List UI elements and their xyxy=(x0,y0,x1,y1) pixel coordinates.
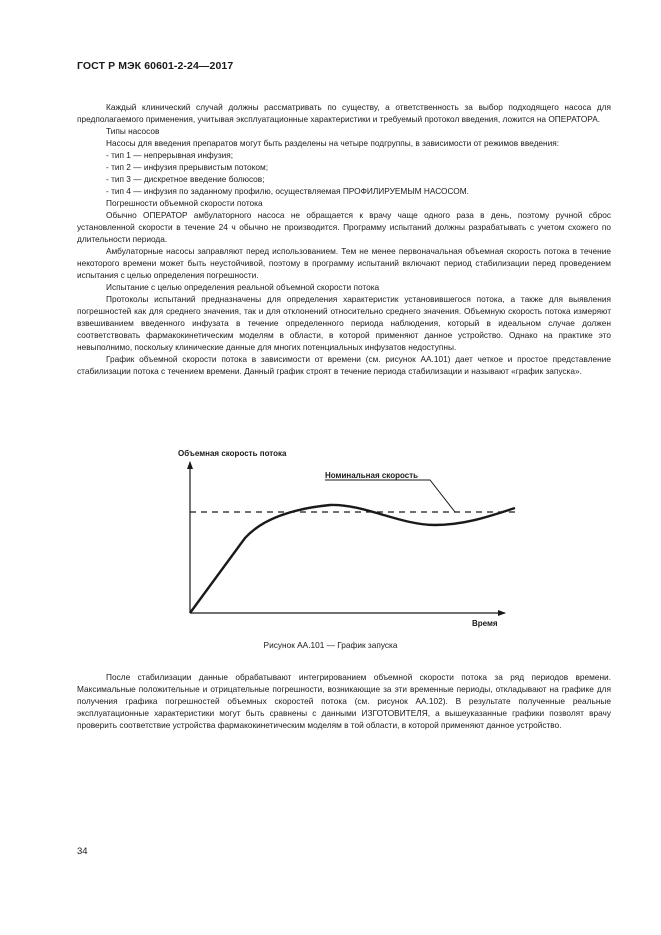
subheading: Испытание с целью определения реальной объемной скорости потока xyxy=(106,282,380,292)
subheading: Погрешности объемной скорости потока xyxy=(106,198,263,208)
paragraph: Протоколы испытаний предназначены для определения характеристик установившегося потока, а также для выявления погрешностей как для среднего значения, так и для отклонений относительно среднего значения. Объемную скорость потока измеряют взвешиванием введенного инфузата в течение определенного периода наблюдения, который в идеальном случае должен соответствовать фармакокинетическим моделям в области, в которой применяют данное устройство. Однако на практике это невыполнимо, поскольку клинические данные для многих потенциальных инфузатов недоступны. xyxy=(77,294,611,352)
page-number: 34 xyxy=(77,846,88,857)
nominal-label-leader xyxy=(325,480,455,512)
list-item: - тип 1 — непрерывная инфузия; xyxy=(106,150,234,160)
x-axis-label: Время xyxy=(472,619,498,628)
subheading: Типы насосов xyxy=(106,126,160,136)
y-axis-label: Объемная скорость потока xyxy=(178,449,287,458)
document-header: ГОСТ Р МЭК 60601-2-24—2017 xyxy=(77,60,234,72)
nominal-rate-label: Номинальная скорость xyxy=(325,471,419,480)
list-item: - тип 2 — инфузия прерывистым потоком; xyxy=(106,162,269,172)
paragraph: Насосы для введения препаратов могут быть разделены на четыре подгруппы, в зависимости от режимов введения: xyxy=(106,138,560,148)
text-section-1 xyxy=(77,101,611,377)
startup-graph xyxy=(170,448,530,638)
paragraph: Амбулаторные насосы заправляют перед использованием. Тем не менее первоначальная объемная скорость потока в течение некоторого времени может быть неустойчивой, поэтому в программу испытаний включают период стабилизации перед проведением испытания с целью определения погрешности. xyxy=(77,246,611,280)
list-item: - тип 3 — дискретное введение болюсов; xyxy=(106,174,265,184)
text-section-2 xyxy=(77,671,611,731)
paragraph: График объемной скорости потока в зависимости от времени (см. рисунок АА.101) дает четкое и простое представление стабилизации потока с течением времени. Данный график строят в течение периода стабилизации и называют «график запуска». xyxy=(77,354,611,376)
paragraph: Каждый клинический случай должны рассматривать по существу, а ответственность за выбор подходящего насоса для предполагаемого применения, учитывая эксплуатационные характеристики и требуемый протокол введения, ложится на ОПЕРАТОРА. xyxy=(77,102,611,124)
paragraph: Обычно ОПЕРАТОР амбулаторного насоса не обращается к врачу чаще одного раза в день, поэтому ручной сброс установленной скорости в течение 24 ч обычно не производится. Программу испытаний должны разрабатывать с учетом схожего по длительности периода. xyxy=(77,210,611,244)
flow-rate-curve xyxy=(190,505,515,613)
figure-caption: Рисунок АА.101 — График запуска xyxy=(263,640,398,650)
paragraph: После стабилизации данные обрабатывают интегрированием объемной скорости потока за ряд периодов времени. Максимальные положительные и отрицательные погрешности, возникающие за эти временные периоды, откладывают на графике для получения графика погрешностей объемных скоростей потока (см. рисунок АА.102). В результате полученные реальные эксплуатационные характеристики могут быть сравнены с данными ИЗГОТОВИТЕЛЯ, а вышеуказанные графики позволят врачу проверить соответствие устройства фармакокинетическим моделям в той области, в которой применяют данное устройство. xyxy=(77,672,611,730)
list-item: - тип 4 — инфузия по заданному профилю, осуществляемая ПРОФИЛИРУЕМЫМ НАСОСОМ. xyxy=(106,186,469,196)
